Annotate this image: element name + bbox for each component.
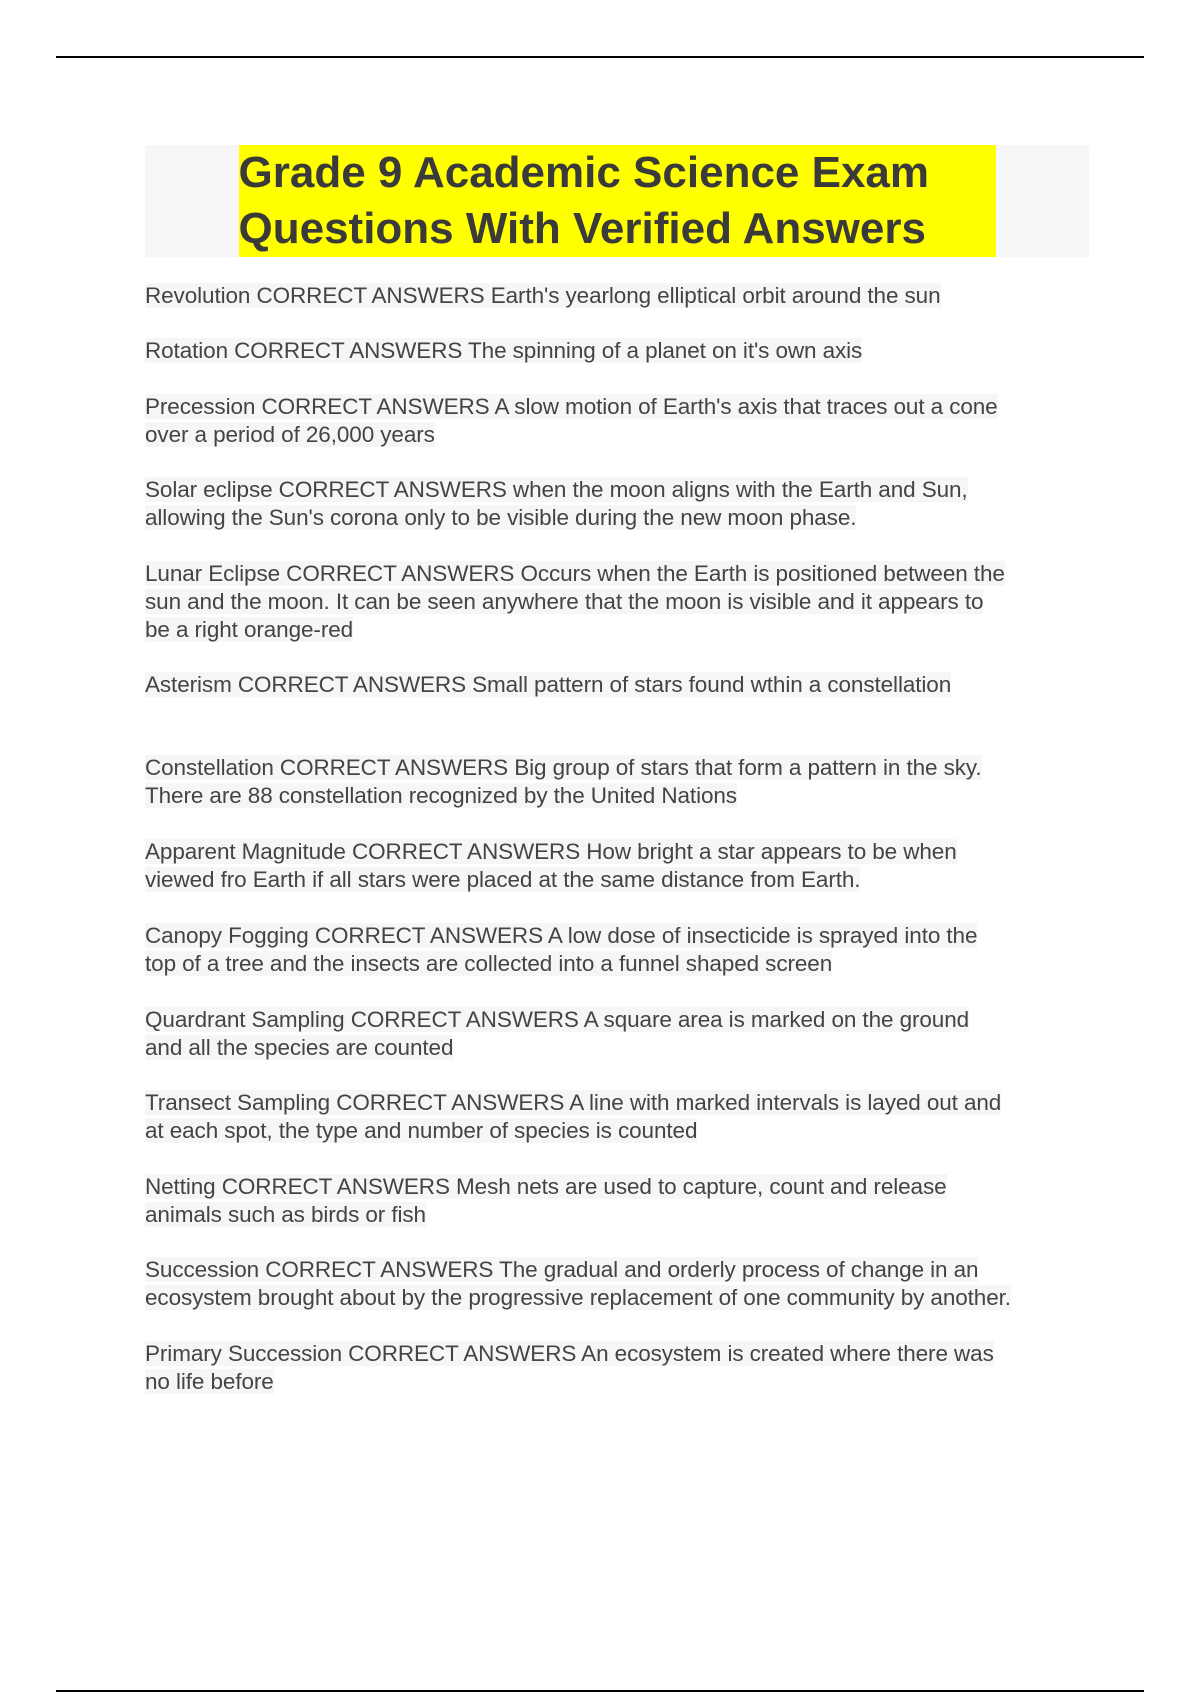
qa-entry-text: Netting CORRECT ANSWERS Mesh nets are used to capture, count and release [145,1174,947,1199]
top-rule [56,56,1144,58]
qa-entry-text: over a period of 26,000 years [145,422,435,447]
qa-entry-text: top of a tree and the insects are collected into a funnel shaped screen [145,951,833,976]
title-line-1: Grade 9 Academic Science Exam [238,148,930,197]
qa-entry-line [145,1284,1089,1312]
qa-entry-line [145,1256,1089,1284]
qa-entry [145,922,1089,978]
qa-entry-line [145,671,1089,699]
qa-entry-line [145,476,1089,504]
bottom-rule [56,1690,1144,1692]
qa-entry [145,560,1089,644]
qa-entry-text: Precession CORRECT ANSWERS A slow motion of Earth's axis that traces out a cone [145,394,998,419]
qa-entry-line [145,1340,1089,1368]
qa-entry-line [145,1006,1089,1034]
qa-entry-text: viewed fro Earth if all stars were placed at the same distance from Earth. [145,867,861,892]
qa-entry-text: Revolution CORRECT ANSWERS Earth's yearlong elliptical orbit around the sun [145,283,941,308]
qa-entry [145,754,1089,810]
qa-entry-text: Apparent Magnitude CORRECT ANSWERS How bright a star appears to be when [145,839,957,864]
qa-entry-text: Solar eclipse CORRECT ANSWERS when the moon aligns with the Earth and Sun, [145,477,968,502]
title-line-2: Questions With Verified Answers [238,204,926,253]
qa-entry-line [145,1173,1089,1201]
qa-entry [145,282,1089,310]
qa-entry-line [145,393,1089,421]
qa-entry-text: Primary Succession CORRECT ANSWERS An ecosystem is created where there was [145,1341,994,1366]
qa-entry-line [145,282,1089,310]
qa-entry [145,671,1089,699]
title-block [145,145,1089,257]
qa-entry-text: ecosystem brought about by the progressive replacement of one community by another. [145,1285,1011,1310]
qa-entry-text: Canopy Fogging CORRECT ANSWERS A low dose of insecticide is sprayed into the [145,923,978,948]
qa-entry-line [145,588,1089,616]
qa-entry-line [145,560,1089,588]
qa-entry-text: sun and the moon. It can be seen anywhere that the moon is visible and it appears to [145,589,984,614]
qa-entry-text: Transect Sampling CORRECT ANSWERS A line with marked intervals is layed out and [145,1090,1002,1115]
qa-entry-text: Rotation CORRECT ANSWERS The spinning of a planet on it's own axis [145,338,863,363]
qa-entry-line [145,950,1089,978]
qa-entry [145,1340,1089,1396]
qa-entry-line [145,754,1089,782]
qa-entry-line [145,1201,1089,1229]
qa-entry-line [145,866,1089,894]
qa-entry [145,337,1089,365]
qa-entry-text: no life before [145,1369,274,1394]
qa-entry-line [145,1117,1089,1145]
qa-entry [145,1006,1089,1062]
qa-entry-text: Quardrant Sampling CORRECT ANSWERS A square area is marked on the ground [145,1007,970,1032]
qa-entry-line [145,838,1089,866]
qa-entry-text: and all the species are counted [145,1035,454,1060]
qa-entry-text: Lunar Eclipse CORRECT ANSWERS Occurs when the Earth is positioned between the [145,561,1005,586]
qa-entry-line [145,421,1089,449]
qa-entry-text: at each spot, the type and number of species is counted [145,1118,698,1143]
qa-entry-line [145,922,1089,950]
qa-entry-line [145,616,1089,644]
qa-entry-text: Constellation CORRECT ANSWERS Big group of stars that form a pattern in the sky. [145,755,982,780]
qa-entry-line [145,1034,1089,1062]
document-title [239,145,996,257]
qa-entry-text: be a right orange-red [145,617,354,642]
qa-entry-text: Succession CORRECT ANSWERS The gradual and orderly process of change in an [145,1257,979,1282]
qa-entry-line [145,337,1089,365]
qa-entry-line [145,1089,1089,1117]
qa-entry-text: Asterism CORRECT ANSWERS Small pattern of stars found wthin a constellation [145,672,952,697]
qa-entry [145,476,1089,532]
qa-entry [145,1089,1089,1145]
qa-entry-text: animals such as birds or fish [145,1202,426,1227]
qa-entry-line [145,504,1089,532]
qa-entry [145,1173,1089,1229]
qa-entry [145,1256,1089,1312]
qa-entry-line [145,1368,1089,1396]
qa-entry-line [145,782,1089,810]
qa-entry [145,838,1089,894]
qa-entry-text: allowing the Sun's corona only to be visible during the new moon phase. [145,505,857,530]
qa-entry [145,393,1089,449]
qa-entry-text: There are 88 constellation recognized by the United Nations [145,783,737,808]
